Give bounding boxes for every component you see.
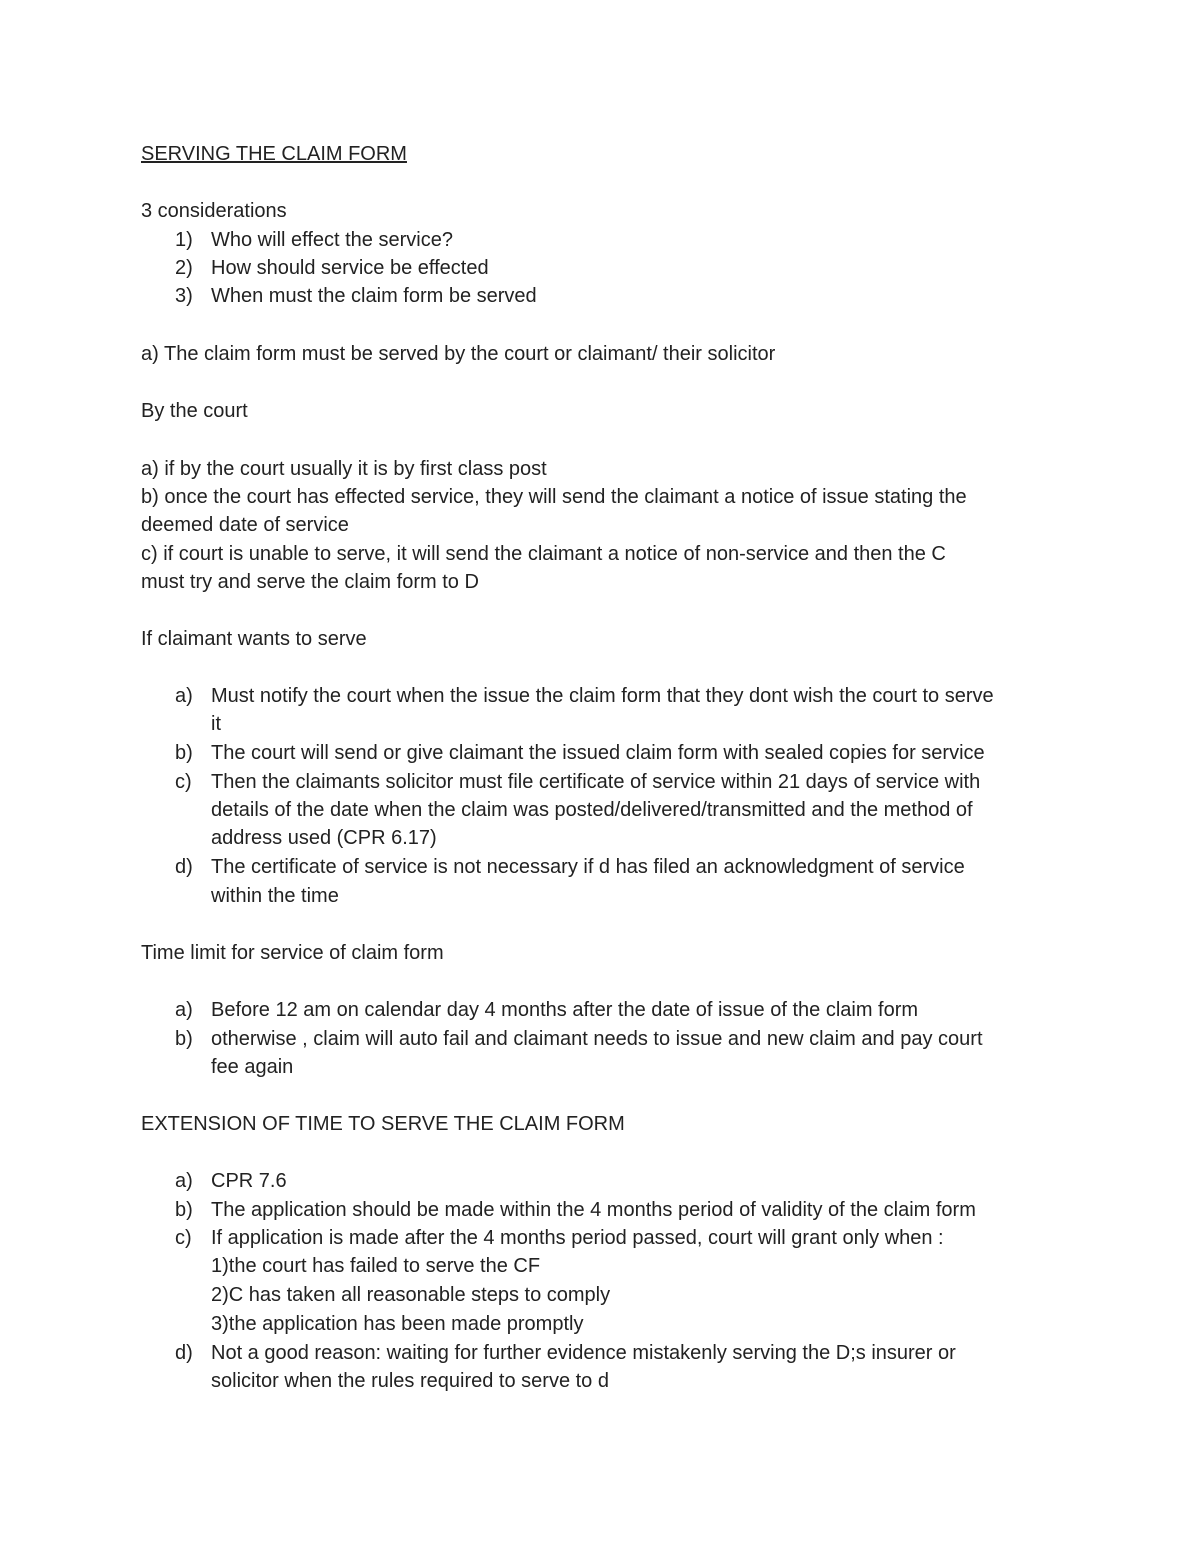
paragraph-line: b) once the court has effected service, they will send the claimant a notice of issue stating the [141, 486, 967, 508]
paragraph-line: a) if by the court usually it is by first class post [141, 458, 547, 480]
section-heading-time-limit: Time limit for service of claim form [141, 942, 444, 964]
paragraph-line: must try and serve the claim form to D [141, 571, 479, 593]
list-item-text: Then the claimants solicitor must file certificate of service within 21 days of service with [211, 771, 981, 793]
list-item-text: If application is made after the 4 months period passed, court will grant only when : [211, 1227, 944, 1249]
list-item-text: When must the claim form be served [211, 285, 537, 307]
paragraph-line: c) if court is unable to serve, it will send the claimant a notice of non-service and then the C [141, 543, 946, 565]
list-marker: 3) [175, 285, 193, 307]
list-item-text: Must notify the court when the issue the claim form that they dont wish the court to serve [211, 685, 994, 707]
list-item-text: address used (CPR 6.17) [211, 827, 437, 849]
list-marker: 1) [175, 229, 193, 251]
list-marker: c) [175, 771, 192, 793]
list-marker: c) [175, 1227, 192, 1249]
list-marker: b) [175, 1199, 193, 1221]
list-item-text: How should service be effected [211, 257, 489, 279]
list-marker: a) [175, 685, 193, 707]
list-marker: a) [175, 1170, 193, 1192]
list-item-text: Before 12 am on calendar day 4 months after the date of issue of the claim form [211, 999, 919, 1021]
list-item-text: 1)the court has failed to serve the CF [211, 1255, 541, 1277]
list-marker: d) [175, 1342, 193, 1364]
list-marker: a) [175, 999, 193, 1021]
section-heading-claimant: If claimant wants to serve [141, 628, 367, 650]
considerations-intro: 3 considerations [141, 200, 287, 222]
list-item-text: CPR 7.6 [211, 1170, 287, 1192]
list-marker: b) [175, 1028, 193, 1050]
list-item-text: otherwise , claim will auto fail and claimant needs to issue and new claim and pay court [211, 1028, 983, 1050]
list-item-text: Who will effect the service? [211, 229, 453, 251]
list-item-text: The certificate of service is not necessary if d has filed an acknowledgment of service [211, 856, 965, 878]
list-item-text: within the time [211, 885, 339, 907]
list-item-text: The court will send or give claimant the issued claim form with sealed copies for service [211, 742, 985, 764]
list-item-text: 3)the application has been made promptly [211, 1313, 584, 1335]
list-item-text: The application should be made within the 4 months period of validity of the claim form [211, 1199, 976, 1221]
list-item-text: 2)C has taken all reasonable steps to comply [211, 1284, 611, 1306]
list-marker: d) [175, 856, 193, 878]
list-marker: b) [175, 742, 193, 764]
list-item-text: Not a good reason: waiting for further evidence mistakenly serving the D;s insurer or [211, 1342, 956, 1364]
list-item-text: details of the date when the claim was posted/delivered/transmitted and the method of [211, 799, 973, 821]
paragraph-line: deemed date of service [141, 514, 349, 536]
paragraph-point-a: a) The claim form must be served by the court or claimant/ their solicitor [141, 343, 776, 365]
section-heading-by-court: By the court [141, 400, 248, 422]
list-item-text: solicitor when the rules required to serve to d [211, 1370, 609, 1392]
list-item-text: fee again [211, 1056, 294, 1078]
document-title: SERVING THE CLAIM FORM [141, 143, 407, 165]
list-marker: 2) [175, 257, 193, 279]
section-heading-extension: EXTENSION OF TIME TO SERVE THE CLAIM FORM [141, 1113, 625, 1135]
list-item-text: it [211, 713, 221, 735]
